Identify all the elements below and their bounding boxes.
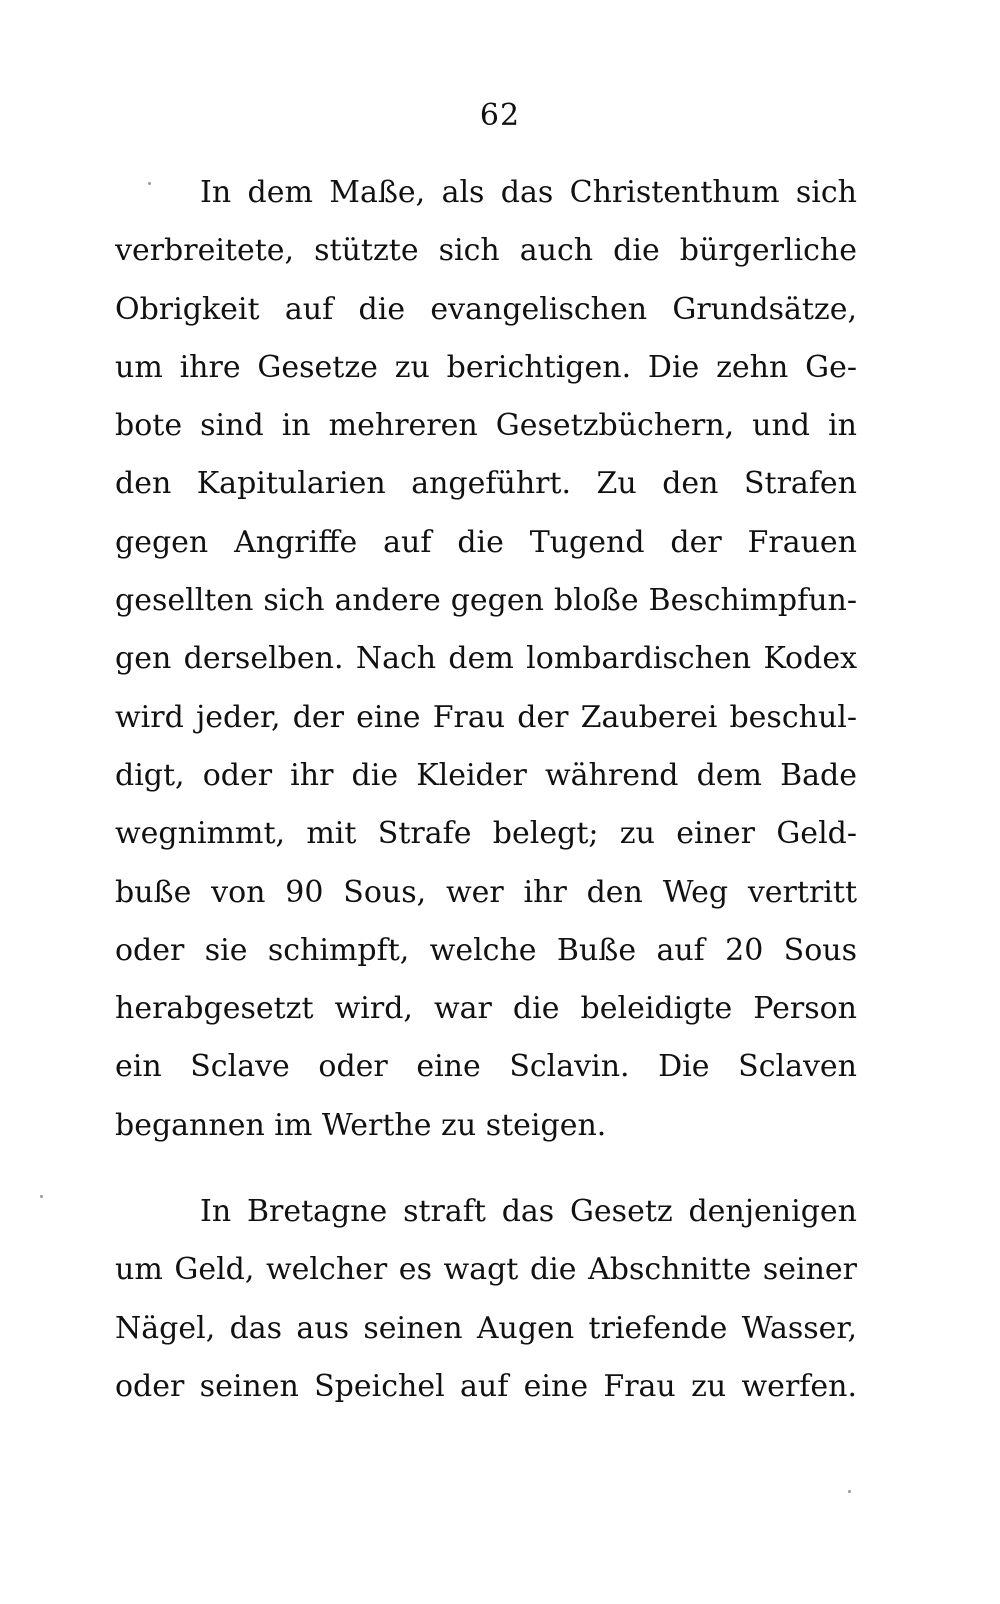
text-line: gesellten sich andere gegen bloße Beschimpfun- (115, 583, 857, 619)
text-line: In dem Maße, als das Christenthum sich (200, 175, 857, 210)
text-line: herabgesetzt wird, war die beleidigte Person (115, 991, 857, 1027)
text-line: Obrigkeit auf die evangelischen Grundsätze, (115, 291, 857, 327)
text-line: ein Sclave oder eine Sclavin. Die Sclaven (115, 1049, 857, 1085)
text-line: bote sind in mehreren Gesetzbüchern, und in (115, 408, 857, 444)
text-line: In Bretagne straft das Gesetz denjenigen (200, 1194, 857, 1229)
text-line: wegnimmt, mit Strafe belegt; zu einer Geld- (115, 816, 857, 852)
text-line: buße von 90 Sous, wer ihr den Weg vertritt (115, 874, 857, 910)
text-line: Nägel, das aus seinen Augen triefende Wasser, (115, 1310, 857, 1346)
text-line: gen derselben. Nach dem lombardischen Kodex (115, 641, 857, 677)
paragraph (115, 164, 857, 1155)
page-number: 62 (479, 98, 521, 133)
print-speck (40, 1195, 43, 1198)
paragraph (115, 1183, 857, 1416)
text-line: oder sie schimpft, welche Buße auf 20 Sous (115, 932, 857, 968)
text-line: den Kapitularien angeführt. Zu den Strafen (115, 466, 857, 502)
print-speck (148, 182, 151, 185)
print-speck (848, 1490, 851, 1493)
text-line: digt, oder ihr die Kleider während dem Bade (115, 757, 857, 793)
text-line: gegen Angriffe auf die Tugend der Frauen (115, 524, 857, 560)
text-line: oder seinen Speichel auf eine Frau zu werfen. (115, 1368, 857, 1404)
text-line: verbreitete, stützte sich auch die bürgerliche (115, 233, 857, 269)
text-line: wird jeder, der eine Frau der Zauberei beschul- (115, 699, 857, 735)
text-line: um Geld, welcher es wagt die Abschnitte seiner (115, 1252, 857, 1288)
text-line: um ihre Gesetze zu berichtigen. Die zehn Ge- (115, 349, 857, 385)
text-line: begannen im Werthe zu steigen. (115, 1107, 607, 1143)
